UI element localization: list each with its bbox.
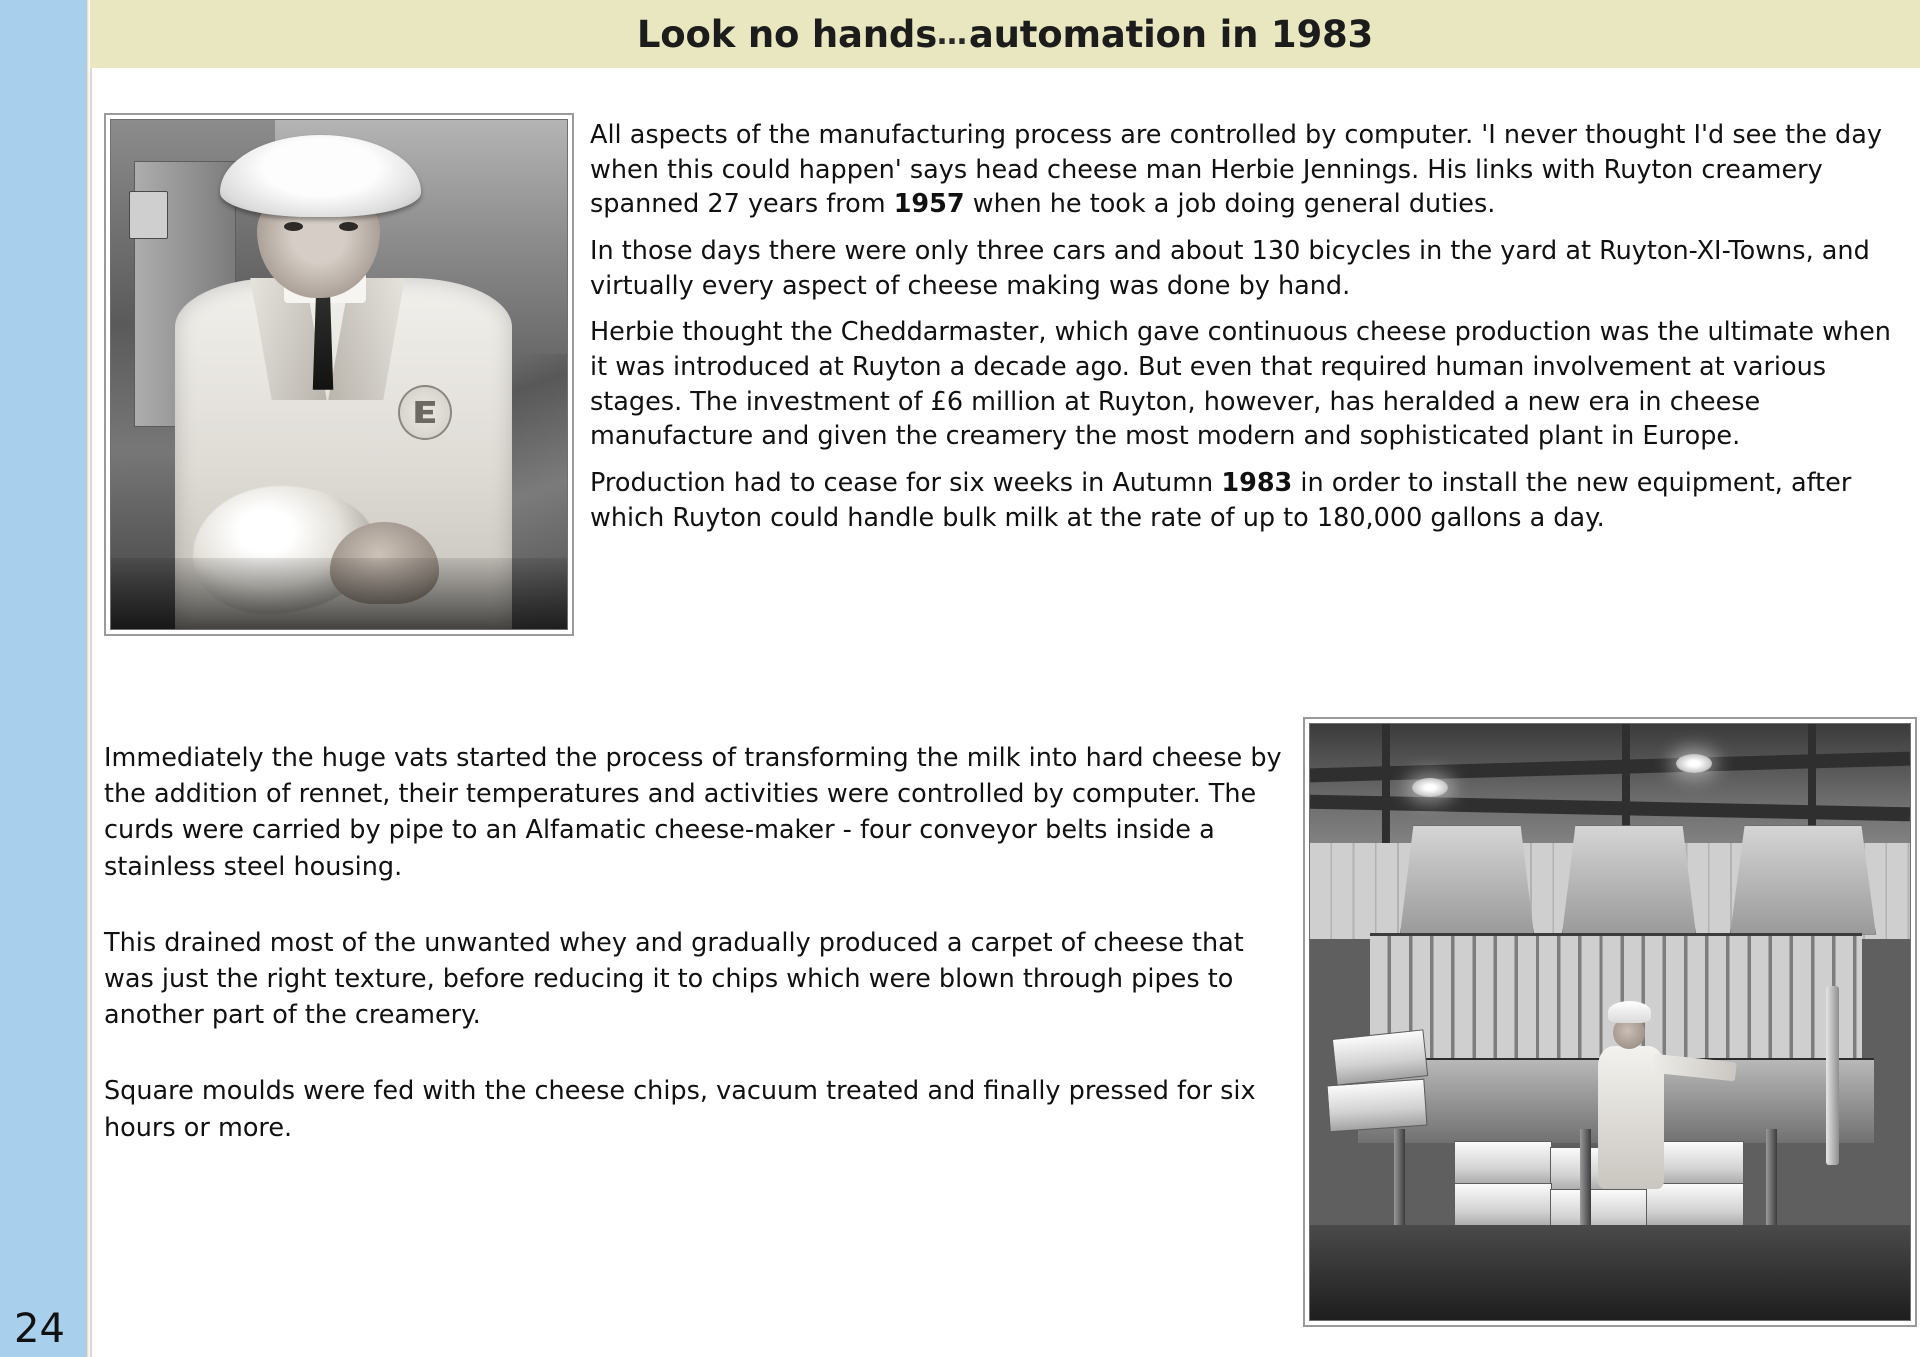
top-paragraph-1: [590, 118, 1910, 222]
factory-mould-8: [1646, 1183, 1744, 1230]
photo-cheesemaker-portrait: [104, 113, 574, 636]
portrait-foreground-shadow: [111, 558, 567, 629]
portrait-eye-right: [339, 222, 358, 231]
factory-ceiling-lamp-1: [1412, 778, 1448, 797]
emphasised-year: 1983: [1221, 468, 1293, 499]
page-title-part2: automation in 1983: [968, 12, 1374, 56]
factory-mould-2: [1326, 1078, 1427, 1131]
bottom-paragraph-2: This drained most of the unwanted whey and gradually produced a carpet of cheese that was just the right texture, before reducing it to chips which were blown through pipes to another part of the creamery.: [104, 927, 1244, 1031]
factory-hood-2: [1562, 825, 1696, 934]
bottom-text-column: [104, 740, 1294, 1146]
factory-beam-vertical-1: [1382, 724, 1390, 855]
slide-header-band: [90, 0, 1920, 68]
left-accent-strip: [0, 0, 86, 1357]
top-text-column: [590, 118, 1910, 535]
factory-worker-hat: [1608, 1001, 1651, 1022]
page-title: [90, 0, 1920, 68]
factory-mould-1: [1332, 1029, 1428, 1085]
factory-floor: [1310, 1225, 1910, 1320]
photo-cheesemaker-inner: [110, 119, 568, 630]
content-left-rule: [90, 0, 92, 1357]
top-paragraph-2: [590, 234, 1910, 303]
emphasised-year: 1957: [893, 189, 965, 220]
text-run: when he took a job doing general duties.: [964, 189, 1496, 220]
slide-content: [90, 0, 1920, 1357]
factory-mould-3: [1454, 1141, 1552, 1188]
bottom-paragraph-1: Immediately the huge vats started the process of transforming the milk into hard cheese by the addition of rennet, their temperatures and activities were controlled by computer. The curds were carried by pipe to an Alfamatic cheese-maker - four conveyor belts inside a stainless steel housing.: [104, 743, 1282, 882]
photo-factory-inner: [1309, 723, 1911, 1321]
factory-mould-6: [1454, 1183, 1552, 1230]
factory-pipe: [1826, 986, 1839, 1165]
page-title-ellipsis: …: [937, 16, 967, 52]
photo-factory-line: [1303, 717, 1917, 1327]
page-title-part1: Look no hands: [636, 12, 938, 56]
text-run: Herbie thought the Cheddarmaster, which gave continuous cheese production was the ultimate when it was introduced at Ruyton a decade ago. But even that required human involvement at various stages. The investment of £6 million at Ruyton, however, has heralded a new era in cheese manufacture and given the creamery the most modern and sophisticated plant in Europe.: [590, 317, 1891, 452]
text-run: Production had to cease for six weeks in Autumn: [590, 468, 1222, 499]
text-run: in order to install the new equipment, after which Ruyton could handle bulk milk at the rate of up to 180,000 gallons a day.: [590, 468, 1852, 533]
bottom-paragraph-3: Square moulds were fed with the cheese chips, vacuum treated and finally pressed for six hours or more.: [104, 1076, 1256, 1143]
portrait-control-box: [129, 191, 167, 239]
factory-ceiling-lamp-2: [1676, 754, 1712, 773]
text-run: In those days there were only three cars and about 130 bicycles in the yard at Ruyton-XI-Towns, and virtually every aspect of cheese making was done by hand.: [590, 236, 1870, 301]
portrait-express-badge: [398, 385, 452, 440]
top-paragraph-3: [590, 315, 1910, 454]
text-run: All aspects of the manufacturing process are controlled by computer. 'I never thought I'd see the day when this could happen' says head cheese man Herbie Jennings. His links with Ruyton creamery spanned 27 years from: [590, 120, 1882, 220]
page-number: 24: [14, 1306, 65, 1352]
factory-hood-3: [1730, 825, 1876, 934]
top-paragraph-4: [590, 466, 1910, 535]
factory-hood-1: [1400, 825, 1534, 934]
